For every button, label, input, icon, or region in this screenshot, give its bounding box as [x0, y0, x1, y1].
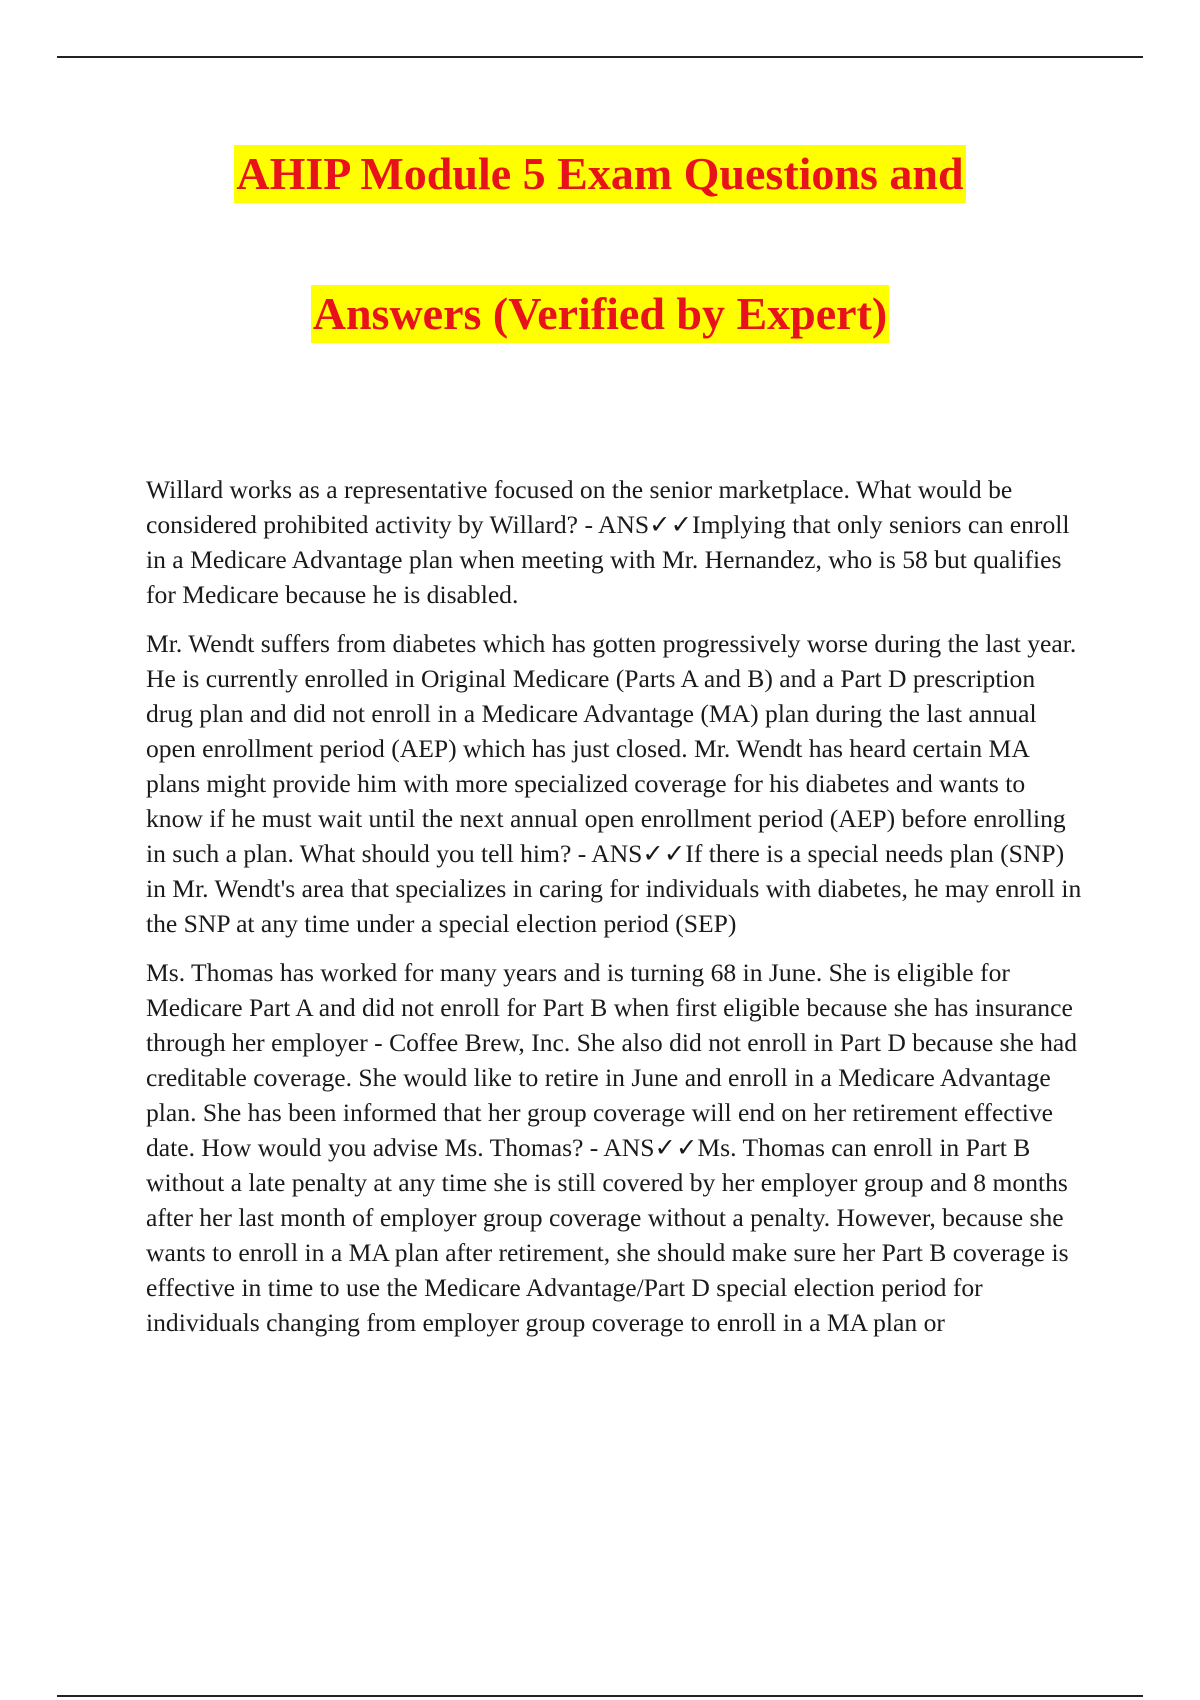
document-title-line-1: AHIP Module 5 Exam Questions and	[234, 145, 965, 203]
qa-entry-wendt: Mr. Wendt suffers from diabetes which has gotten progressively worse during the last year. He is currently enrolled in Original Medicare (Parts A and B) and a Part D prescription drug plan and did not enroll in a Medicare Advantage (MA) plan during the last annual open enrollment period (AEP) which has just closed. Mr. Wendt has heard certain MA plans might provide him with more specialized coverage for his diabetes and wants to know if he must wait until the next annual open enrollment period (AEP) before enrolling in such a plan. What should you tell him? - ANS✓✓If there is a special needs plan (SNP) in Mr. Wendt's area that specializes in caring for individuals with diabetes, he may enroll in the SNP at any time under a special election period (SEP)	[146, 629, 1082, 938]
document-title-line-1-wrap	[0, 145, 1200, 203]
document-title-line-2-wrap	[0, 285, 1200, 343]
document-title-line-2: Answers (Verified by Expert)	[311, 285, 890, 343]
bottom-rule	[57, 1695, 1143, 1697]
qa-list	[146, 472, 1084, 1354]
qa-entry-thomas: Ms. Thomas has worked for many years and is turning 68 in June. She is eligible for Medicare Part A and did not enroll for Part B when first eligible because she has insurance through her employer - Coffee Brew, Inc. She also did not enroll in Part D because she had creditable coverage. She would like to retire in June and enroll in a Medicare Advantage plan. She has been informed that her group coverage will end on her retirement effective date. How would you advise Ms. Thomas? - ANS✓✓Ms. Thomas can enroll in Part B without a late penalty at any time she is still covered by her employer group and 8 months after her last month of employer group coverage without a penalty. However, because she wants to enroll in a MA plan after retirement, she should make sure her Part B coverage is effective in time to use the Medicare Advantage/Part D special election period for individuals changing from employer group coverage to enroll in a MA plan or	[146, 958, 1078, 1337]
qa-entry-willard: Willard works as a representative focused on the senior marketplace. What would be considered prohibited activity by Willard? - ANS✓✓Implying that only seniors can enroll in a Medicare Advantage plan when meeting with Mr. Hernandez, who is 58 but qualifies for Medicare because he is disabled.	[146, 475, 1070, 609]
top-rule	[57, 56, 1143, 58]
